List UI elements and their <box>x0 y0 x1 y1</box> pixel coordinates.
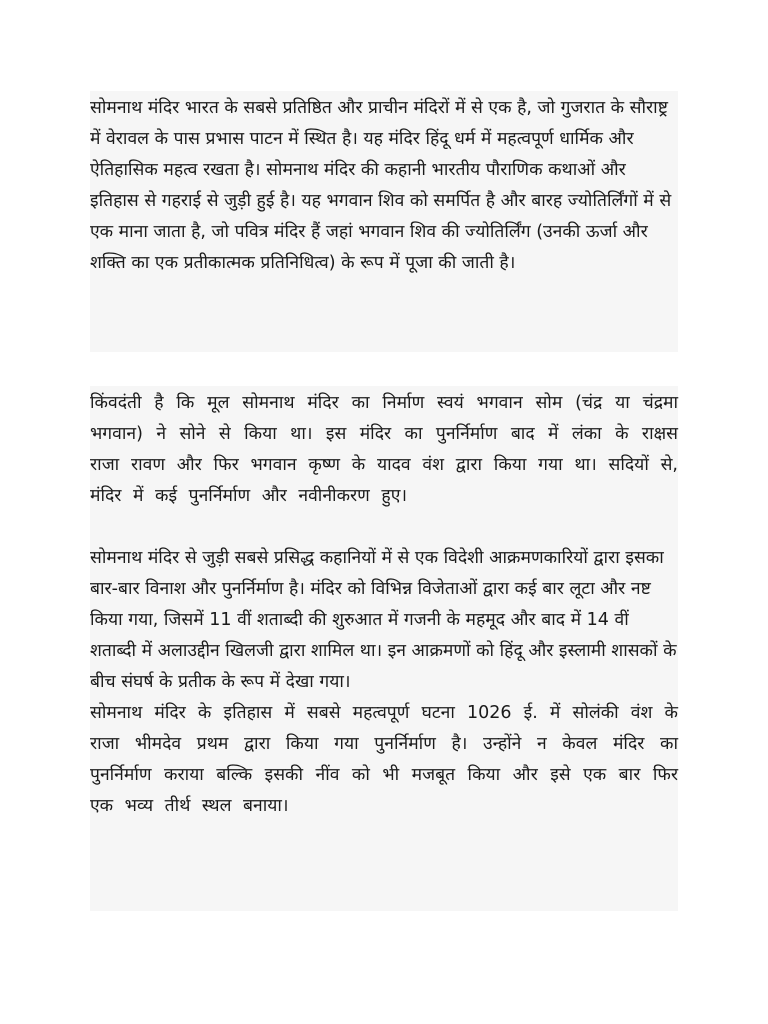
paragraph-legend: किंवदंती है कि मूल सोमनाथ मंदिर का निर्माण स्वयं भगवान सोम (चंद्र या चंद्रमा भगवान) ने सोने से किया था। इस मंदिर का पुनर्निर्माण बाद में लंका के राक्षस राजा रावण और फिर भगवान कृष्ण के यादव वंश द्वारा किया गया था। सदियों से, मंदिर में कई पुनर्निर्माण और नवीनीकरण हुए। <box>90 393 678 506</box>
paragraph-intro: सोमनाथ मंदिर भारत के सबसे प्रतिष्ठित और प्राचीन मंदिरों में से एक है, जो गुजरात के सौराष्ट्र में वेरावल के पास प्रभास पाटन में स्थित है। यह मंदिर हिंदू धर्म में महत्वपूर्ण धार्मिक और ऐतिहासिक महत्व रखता है। सोमनाथ मंदिर की कहानी भारतीय पौराणिक कथाओं और इतिहास से गहराई से जुड़ी हुई है। यह भगवान शिव को समर्पित है और बारह ज्योतिर्लिंगों में से एक माना जाता है, जो पवित्र मंदिर हैं जहां भगवान शिव की ज्योतिर्लिंग (उनकी ऊर्जा और शक्ति का एक प्रतीकात्मक प्रतिनिधित्व) के रूप में पूजा की जाती है। <box>90 98 672 273</box>
paragraph-invasions: सोमनाथ मंदिर से जुड़ी सबसे प्रसिद्ध कहानियों में से एक विदेशी आक्रमणकारियों द्वारा इसका बार-बार विनाश और पुनर्निर्माण है। मंदिर को विभिन्न विजेताओं द्वारा कई बार लूटा और नष्ट किया गया, जिसमें 11 वीं शताब्दी की शुरुआत में गजनी के महमूद और बाद में 14 वीं शताब्दी में अलाउद्दीन खिलजी द्वारा शामिल था। इन आक्रमणों को हिंदू और इस्लामी शासकों के बीच संघर्ष के प्रतीक के रूप में देखा गया। <box>90 548 677 692</box>
paragraph-spacer <box>90 512 678 543</box>
text-block-intro <box>90 91 678 352</box>
paragraph-reconstruction: सोमनाथ मंदिर के इतिहास में सबसे महत्वपूर्ण घटना 1026 ई. में सोलंकी वंश के राजा भीमदेव प्रथम द्वारा किया गया पुनर्निर्माण है। उन्होंने न केवल मंदिर का पुनर्निर्माण कराया बल्कि इसकी नींव को भी मजबूत किया और इसे एक बार फिर एक भव्य तीर्थ स्थल बनाया। <box>90 703 678 816</box>
text-block-history <box>90 386 678 911</box>
